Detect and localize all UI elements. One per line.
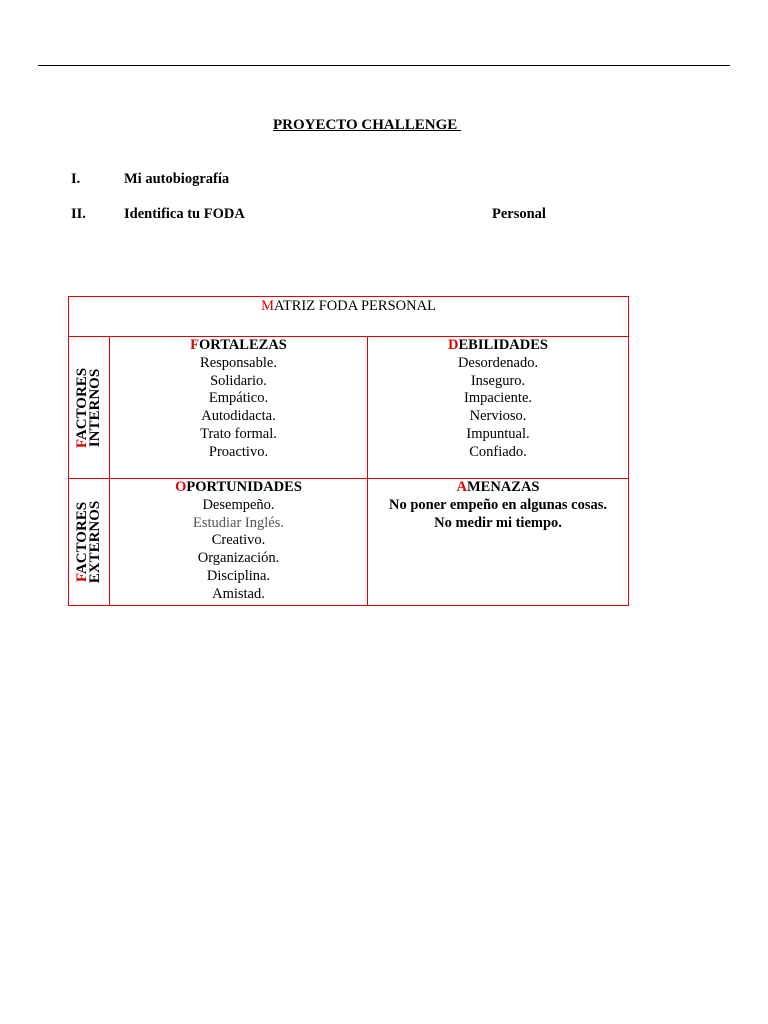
quadrant-oportunidades	[110, 479, 368, 606]
matrix-title-initial: M	[261, 298, 274, 314]
side-external-initial: F	[74, 574, 90, 583]
side-external-line2: EXTERNOS	[87, 500, 103, 584]
section-extra-personal: Personal	[492, 206, 546, 222]
quadrant-fortalezas	[110, 337, 368, 479]
side-internal-line1: ACTORES	[74, 367, 90, 440]
matrix-title-rest: ATRIZ FODA PERSONAL	[273, 298, 436, 314]
foda-matrix	[68, 296, 629, 606]
list-item: No poner empeño en algunas cosas.	[388, 496, 608, 513]
list-item: Impuntual.	[466, 425, 530, 442]
section-label-foda: Identifica tu FODA	[124, 206, 245, 222]
list-item: Autodidacta.	[201, 408, 276, 425]
fortalezas-heading: FORTALEZAS	[190, 337, 287, 353]
side-label-external	[69, 479, 110, 606]
list-item: Amistad.	[212, 585, 265, 602]
list-item: Proactivo.	[208, 443, 269, 460]
list-item: Impaciente.	[463, 390, 533, 407]
side-internal-line2: INTERNOS	[87, 368, 103, 447]
side-internal-initial: F	[74, 439, 90, 448]
list-item: Solidario.	[210, 372, 267, 389]
list-item: Trato formal.	[200, 425, 277, 442]
list-item: Confiado.	[469, 443, 527, 460]
list-item: Creativo.	[211, 532, 266, 549]
list-item: Inseguro.	[470, 372, 526, 389]
document-title: PROYECTO CHALLENGE	[272, 117, 462, 133]
top-rule	[38, 65, 730, 66]
list-item: Desempeño.	[202, 496, 275, 513]
section-number-1: I.	[71, 171, 81, 187]
quadrant-debilidades	[368, 337, 629, 479]
amenazas-heading: AMENAZAS	[456, 479, 540, 495]
list-item: Empático.	[208, 390, 269, 407]
debilidades-heading: DEBILIDADES	[448, 337, 548, 353]
list-item: No medir mi tiempo.	[434, 514, 562, 531]
list-item: Disciplina.	[206, 567, 271, 584]
quadrant-amenazas	[368, 479, 629, 606]
side-label-internal	[69, 337, 110, 479]
list-item: Desordenado.	[457, 354, 539, 371]
list-item: Estudiar Inglés.	[192, 514, 284, 531]
list-item: Nervioso.	[469, 408, 527, 425]
section-number-2: II.	[71, 206, 86, 222]
list-item: Organización.	[197, 550, 280, 567]
list-item: Responsable.	[200, 354, 277, 371]
section-label-autobiografia: Mi autobiografía	[124, 171, 230, 187]
oportunidades-heading: OPORTUNIDADES	[175, 479, 302, 495]
side-external-line1: ACTORES	[74, 501, 90, 575]
matrix-title	[69, 297, 629, 337]
